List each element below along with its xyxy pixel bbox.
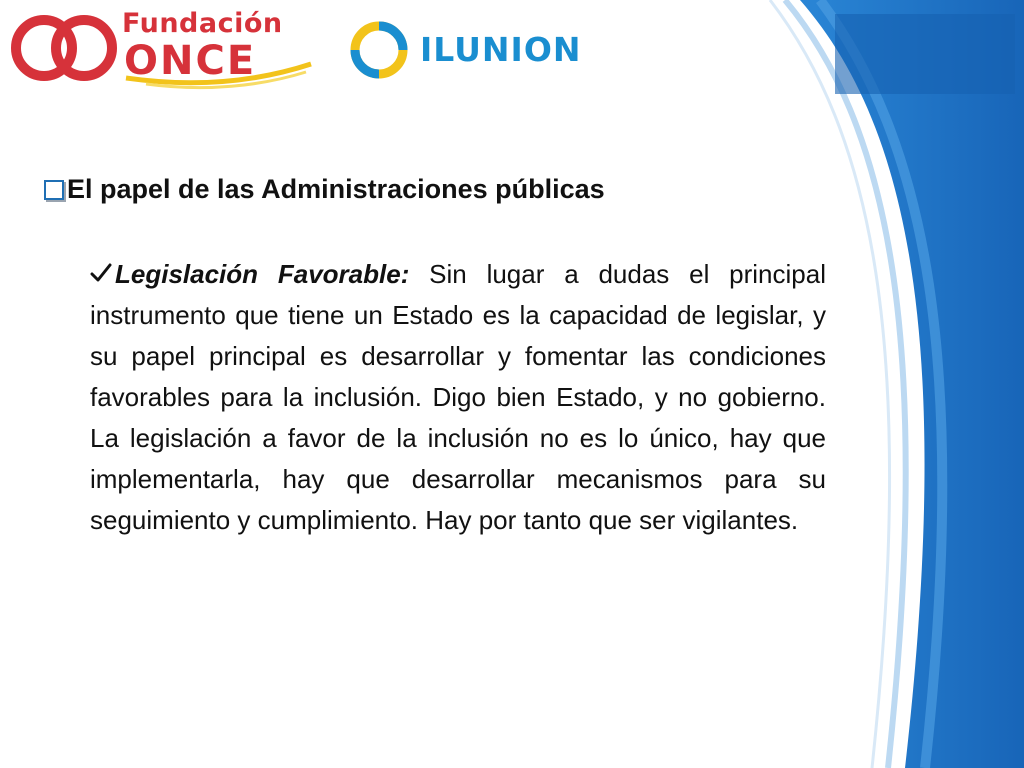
ilunion-wordmark: ILUNION (420, 30, 582, 69)
heading-text: El papel de las Administraciones públicas (67, 174, 605, 204)
fundacion-wordmark: Fundación (122, 8, 283, 39)
slide-heading (44, 174, 764, 205)
once-wordmark: ONCE (124, 38, 257, 84)
body-paragraph (90, 254, 826, 541)
checkmark-icon (90, 263, 112, 283)
legislation-term: Legislación Favorable (115, 259, 401, 289)
square-bullet-icon (44, 180, 64, 200)
term-colon: : (400, 259, 410, 289)
body-text: Sin lugar a dudas el principal instrumento que tiene un Estado es la capacidad de legislar, y su papel principal es desarrollar y fomentar las condiciones favorables para la inclusión. Digo bien Estado, y no gobierno. La legislación a favor de la inclusión no es lo único, hay que implementarla, hay que desarrollar mecanismos para su seguimiento y cumplimiento. Hay por tanto que ser vigilantes. (90, 259, 826, 535)
